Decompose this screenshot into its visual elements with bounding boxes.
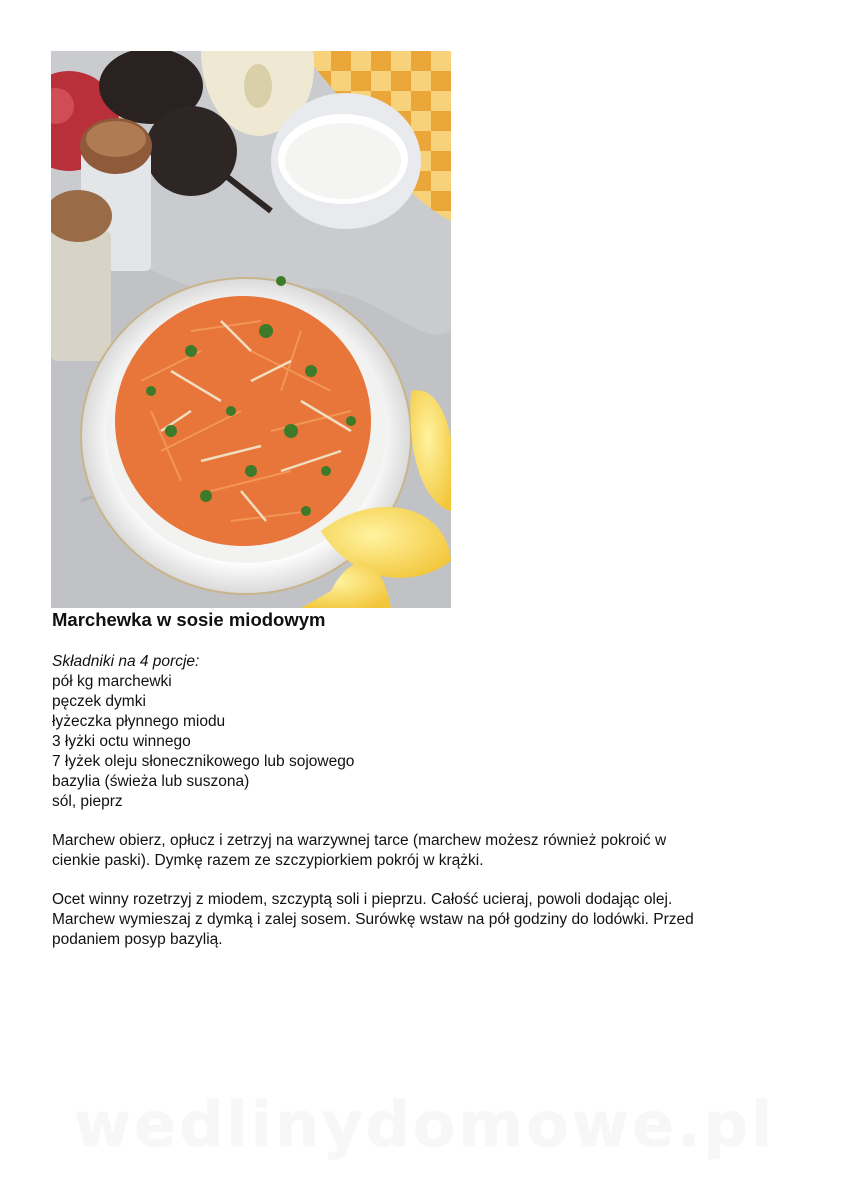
ingredient-item: łyżeczka płynnego miodu: [52, 713, 226, 730]
ingredient-item: 3 łyżki octu winnego: [52, 733, 191, 750]
site-watermark: wedlinydomowe.pl: [73, 1088, 776, 1161]
recipe-photo: [51, 51, 451, 608]
recipe-title: Marchewka w sosie miodowym: [52, 609, 326, 630]
instructions-line: Marchew obierz, opłucz i zetrzyj na warzywnej tarce (marchew możesz również pokroić w: [52, 832, 667, 849]
ingredient-item: sól, pieprz: [52, 793, 123, 810]
ingredient-item: pół kg marchewki: [52, 673, 172, 690]
instructions-line: cienkie paski). Dymkę razem ze szczypiorkiem pokrój w krążki.: [52, 852, 484, 869]
instructions-line: Marchew wymieszaj z dymką i zalej sosem. Surówkę wstaw na pół godziny do lodówki. Przed: [52, 911, 694, 928]
instructions-line: podaniem posyp bazylią.: [52, 931, 223, 948]
ingredient-item: 7 łyżek oleju słonecznikowego lub sojowego: [52, 753, 355, 770]
ingredient-item: bazylia (świeża lub suszona): [52, 773, 250, 790]
instructions-paragraph-1: [52, 831, 812, 871]
ingredients-heading: Składniki na 4 porcje:: [52, 653, 200, 670]
instructions-line: Ocet winny rozetrzyj z miodem, szczyptą soli i pieprzu. Całość ucieraj, powoli dodając olej.: [52, 891, 673, 908]
ingredient-item: pęczek dymki: [52, 693, 146, 710]
ingredients-list: [52, 652, 354, 812]
instructions-paragraph-2: [52, 890, 812, 950]
